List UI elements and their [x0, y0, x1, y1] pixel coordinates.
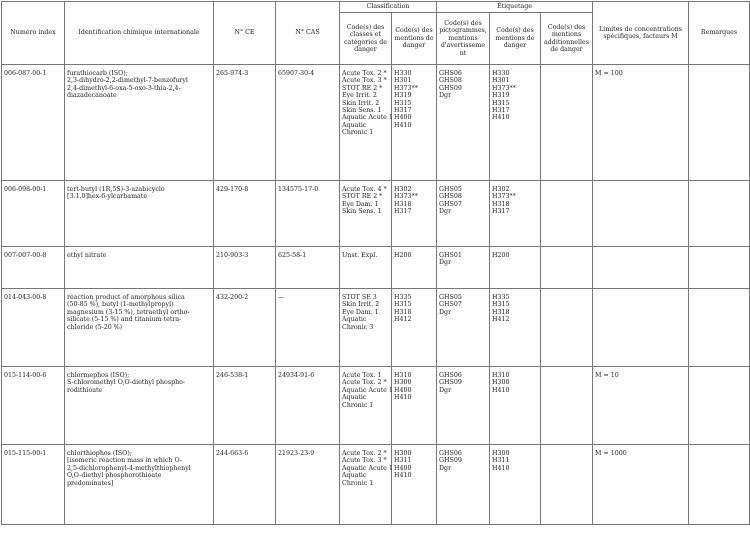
- class-codes-line: Skin Irrit. 2: [342, 301, 380, 309]
- chemical-identification-line: reaction product of amorphous silica: [67, 294, 185, 301]
- chemical-identification-line: 2,4-dimethyl-6-oxa-5-oxo-3-thia-2,4-: [67, 84, 181, 92]
- notes-cell: [689, 367, 750, 445]
- cas-number-cell: [276, 247, 340, 289]
- label-hazard-statements-cell: [490, 181, 541, 247]
- chemical-identification-line: [3.1.0]hex-6-ylcarbamate: [67, 193, 148, 201]
- concentration-limits-cell: [593, 445, 689, 525]
- class-hazard-statements-line: H335: [394, 294, 412, 301]
- class-codes-line: Aquatic: [342, 316, 367, 324]
- cas-number: —: [278, 294, 285, 301]
- pictogram-codes-line: Dgr: [439, 386, 452, 394]
- class-codes-line: Eye Dam. 1: [342, 308, 379, 316]
- label-hazard-statements-line: H330: [492, 70, 510, 77]
- concentration-limits: M = 1000: [595, 450, 627, 457]
- pictogram-codes-line: Dgr: [439, 464, 452, 472]
- class-hazard-statements-line: H373**: [394, 84, 418, 92]
- chemical-identification-line: predominates]: [67, 479, 114, 487]
- index-number: 015-115-00-1: [4, 450, 47, 457]
- label-hazard-statements-line: H200: [492, 252, 510, 259]
- chemical-identification-cell: [65, 367, 214, 445]
- pictogram-codes-cell: [437, 247, 490, 289]
- concentration-limits-cell: [593, 181, 689, 247]
- class-codes-line: Skin Irrit. 2: [342, 99, 380, 107]
- class-hazard-statements-line: H200: [394, 252, 412, 259]
- class-hazard-statements-line: H300: [394, 379, 412, 387]
- table-row: [2, 65, 750, 181]
- chemical-identification-line: magnesium (3-15 %), tetraethyl ortho-: [67, 308, 190, 316]
- class-codes-line: STOT RE 2 *: [342, 84, 383, 92]
- cas-number: 65907-30-4: [278, 70, 315, 77]
- supplementary-statements-cell: [541, 65, 593, 181]
- pictogram-codes-line: GHS08: [439, 193, 462, 201]
- pictogram-codes-cell: [437, 65, 490, 181]
- supplementary-statements-cell: [541, 445, 593, 525]
- cas-number: 21923-23-9: [278, 450, 315, 457]
- class-codes-cell: [340, 247, 392, 289]
- label-hazard-statements-line: H412: [492, 316, 510, 324]
- label-hazard-statements-line: H317: [492, 208, 510, 216]
- index-number: 014-043-00-8: [4, 294, 47, 301]
- hazard-classification-table: [1, 1, 750, 525]
- table-row: [2, 289, 750, 367]
- concentration-limits-cell: [593, 367, 689, 445]
- class-codes-line: Chronic 1: [342, 129, 374, 137]
- class-codes-line: STOT SE 3: [342, 294, 377, 301]
- class-hazard-statements-line: H302: [394, 186, 412, 193]
- ec-number-cell: [214, 367, 276, 445]
- index-number: 015-114-00-6: [4, 372, 47, 379]
- class-codes-line: Acute Tox. 2 *: [342, 450, 387, 457]
- concentration-limits-cell: [593, 65, 689, 181]
- label-hazard-statements-cell: [490, 289, 541, 367]
- pictogram-codes-line: GHS08: [439, 77, 462, 85]
- supplementary-statements-cell: [541, 247, 593, 289]
- class-codes-line: Aquatic Acute 1: [342, 114, 393, 122]
- class-codes-line: Skin Sens. 1: [342, 208, 382, 216]
- class-hazard-statements-line: H301: [394, 77, 412, 85]
- cas-number-cell: [276, 445, 340, 525]
- label-hazard-statements-line: H373**: [492, 84, 516, 92]
- class-hazard-statements-line: H311: [394, 457, 412, 465]
- class-hazard-statements-line: H400: [394, 114, 412, 122]
- class-hazard-statements-line: H318: [394, 200, 412, 208]
- index-number: 007-007-00-8: [4, 252, 47, 259]
- class-hazard-statements-line: H319: [394, 92, 412, 100]
- chemical-identification-line: chloride (5-20 %): [67, 323, 123, 331]
- class-hazard-statements-line: H410: [394, 121, 412, 129]
- class-codes-line: Aquatic: [342, 472, 367, 480]
- label-hazard-statements-line: H311: [492, 457, 510, 465]
- chemical-identification-line: O,O-diethyl phosphorothioate: [67, 472, 162, 480]
- header-labelling: Étiquetage: [437, 2, 593, 13]
- pictogram-codes-line: Dgr: [439, 208, 452, 216]
- pictogram-codes-cell: [437, 367, 490, 445]
- pictogram-codes-line: GHS06: [439, 372, 462, 379]
- ec-number: 210-903-3: [216, 252, 249, 259]
- class-hazard-statements-line: H400: [394, 386, 412, 394]
- chemical-identification-line: silicate (5-15 %) and titanium tetra-: [67, 316, 182, 324]
- header-cas-number: N° CAS: [276, 2, 340, 65]
- class-codes-line: Skin Sens. 1: [342, 107, 382, 115]
- class-hazard-statements-line: H330: [394, 70, 412, 77]
- class-codes-cell: [340, 65, 392, 181]
- table-row: [2, 367, 750, 445]
- class-codes-line: Acute Tox. 2 *: [342, 379, 387, 387]
- label-hazard-statements-line: H301: [492, 77, 510, 85]
- pictogram-codes-line: GHS01: [439, 252, 462, 259]
- chemical-identification-line: (50-85 %), butyl (1-methylpropyl): [67, 301, 174, 309]
- index-number: 006-098-00-1: [4, 186, 47, 193]
- class-hazard-statements-line: H317: [394, 208, 412, 216]
- pictogram-codes-line: GHS06: [439, 70, 462, 77]
- label-hazard-statements-line: H315: [492, 301, 510, 309]
- class-hazard-statements-line: H318: [394, 308, 412, 316]
- class-hazard-statements-line: H400: [394, 464, 412, 472]
- class-codes-cell: [340, 367, 392, 445]
- chemical-identification-cell: [65, 65, 214, 181]
- chemical-identification-line: chlormephos (ISO);: [67, 372, 130, 379]
- chemical-identification-line: diazadecanoate: [67, 92, 117, 100]
- ec-number-cell: [214, 65, 276, 181]
- cas-number-cell: [276, 181, 340, 247]
- class-codes-line: Acute Tox. 3 *: [342, 457, 387, 465]
- header-ec-number: N° CE: [214, 2, 276, 65]
- class-hazard-statements-line: H315: [394, 301, 412, 309]
- cas-number: 625-58-1: [278, 252, 307, 259]
- header-class-codes: Code(s) des classes et catégories de danger: [340, 13, 392, 65]
- ec-number-cell: [214, 247, 276, 289]
- class-hazard-statements-line: H317: [394, 107, 412, 115]
- notes-cell: [689, 181, 750, 247]
- class-codes-line: Chronic 1: [342, 401, 374, 409]
- class-codes-line: Acute Tox. 2 *: [342, 70, 387, 77]
- class-codes-line: Acute Tox. 4 *: [342, 186, 387, 193]
- pictogram-codes-line: Dgr: [439, 259, 452, 267]
- header-chemical-identification: Identification chimique internationale: [65, 2, 214, 65]
- label-hazard-statements-line: H317: [492, 107, 510, 115]
- class-codes-cell: [340, 181, 392, 247]
- concentration-limits-cell: [593, 289, 689, 367]
- pictogram-codes-line: GHS07: [439, 301, 462, 309]
- index-number: 006-087-00-1: [4, 70, 47, 77]
- pictogram-codes-line: GHS05: [439, 186, 462, 193]
- label-hazard-statements-line: H373**: [492, 193, 516, 201]
- notes-cell: [689, 289, 750, 367]
- class-codes-line: Eye Dam. 1: [342, 200, 379, 208]
- index-number-cell: [2, 181, 65, 247]
- pictogram-codes-line: Dgr: [439, 308, 452, 316]
- class-codes-cell: [340, 445, 392, 525]
- notes-cell: [689, 247, 750, 289]
- concentration-limits-cell: [593, 247, 689, 289]
- label-hazard-statements-line: H335: [492, 294, 510, 301]
- chemical-identification-line: [isomeric reaction mass in which O-: [67, 457, 182, 465]
- class-codes-line: Acute Tox. 1: [342, 372, 382, 379]
- label-hazard-statements-line: H410: [492, 114, 510, 122]
- class-codes-line: Aquatic: [342, 121, 367, 129]
- table-row: [2, 445, 750, 525]
- class-hazard-statements-line: H373**: [394, 193, 418, 201]
- ec-number: 429-170-8: [216, 186, 249, 193]
- ec-number: 265-974-3: [216, 70, 249, 77]
- ec-number-cell: [214, 445, 276, 525]
- chemical-identification-line: 2,3-dihydro-2,2-dimethyl-7-benzofuryl: [67, 77, 188, 85]
- class-codes-line: STOT RE 2 *: [342, 193, 383, 201]
- chemical-identification-line: tert-butyl (1R,5S)-3-azabicyclo: [67, 186, 165, 193]
- header-index: Numéro index: [2, 2, 65, 65]
- header-label-hazard-statements: Code(s) des mentions de danger: [490, 13, 541, 65]
- chemical-identification-cell: [65, 181, 214, 247]
- ec-number-cell: [214, 289, 276, 367]
- label-hazard-statements-line: H410: [492, 386, 510, 394]
- cas-number: 134575-17-0: [278, 186, 319, 193]
- header-notes: Remarques: [689, 2, 750, 65]
- label-hazard-statements-line: H310: [492, 372, 510, 379]
- ec-number: 246-538-1: [216, 372, 249, 379]
- class-codes-line: Aquatic Acute 1: [342, 386, 393, 394]
- label-hazard-statements-cell: [490, 445, 541, 525]
- label-hazard-statements-cell: [490, 247, 541, 289]
- chemical-identification-cell: [65, 289, 214, 367]
- chemical-identification-line: rodithioate: [67, 386, 103, 394]
- table-row: [2, 181, 750, 247]
- ec-number: 432-200-2: [216, 294, 249, 301]
- cas-number-cell: [276, 65, 340, 181]
- header-supplementary-statements: Code(s) des mentions additionnelles de danger: [541, 13, 593, 65]
- label-hazard-statements-line: H315: [492, 99, 510, 107]
- class-hazard-statements-line: H310: [394, 372, 412, 379]
- notes-cell: [689, 65, 750, 181]
- class-hazard-statements-line: H410: [394, 472, 412, 480]
- label-hazard-statements-line: H300: [492, 379, 510, 387]
- concentration-limits: M = 100: [595, 70, 623, 77]
- chemical-identification-line: 2,5-dichlorophenyl-4-methylthiophenyl: [67, 464, 191, 472]
- pictogram-codes-line: GHS09: [439, 84, 462, 92]
- index-number-cell: [2, 289, 65, 367]
- class-hazard-statements-line: H412: [394, 316, 412, 324]
- label-hazard-statements-line: H319: [492, 92, 510, 100]
- header-classification: Classification: [340, 2, 437, 13]
- chemical-identification-cell: [65, 445, 214, 525]
- ec-number: 244-663-6: [216, 450, 249, 457]
- class-hazard-statements-line: H300: [394, 450, 412, 457]
- label-hazard-statements-cell: [490, 367, 541, 445]
- pictogram-codes-line: GHS07: [439, 200, 462, 208]
- label-hazard-statements-line: H318: [492, 308, 510, 316]
- cas-number: 24934-91-6: [278, 372, 315, 379]
- class-codes-line: Acute Tox. 3 *: [342, 77, 387, 85]
- class-hazard-statements-cell: [392, 181, 437, 247]
- class-hazard-statements-cell: [392, 367, 437, 445]
- class-hazard-statements-cell: [392, 445, 437, 525]
- chemical-identification-cell: [65, 247, 214, 289]
- pictogram-codes-cell: [437, 181, 490, 247]
- pictogram-codes-line: Dgr: [439, 92, 452, 100]
- index-number-cell: [2, 367, 65, 445]
- pictogram-codes-cell: [437, 289, 490, 367]
- class-hazard-statements-cell: [392, 247, 437, 289]
- supplementary-statements-cell: [541, 289, 593, 367]
- pictogram-codes-line: GHS09: [439, 457, 462, 465]
- label-hazard-statements-line: H302: [492, 186, 510, 193]
- concentration-limits: M = 10: [595, 372, 619, 379]
- pictogram-codes-line: GHS05: [439, 294, 462, 301]
- ec-number-cell: [214, 181, 276, 247]
- index-number-cell: [2, 445, 65, 525]
- header-concentration-limits: Limites de concentrations spécifiques, facteurs M: [593, 2, 689, 65]
- header-class-hazard-statements: Code(s) des mentions de danger: [392, 13, 437, 65]
- label-hazard-statements-line: H410: [492, 464, 510, 472]
- supplementary-statements-cell: [541, 367, 593, 445]
- label-hazard-statements-line: H300: [492, 450, 510, 457]
- class-codes-line: Unst. Expl.: [342, 252, 378, 259]
- label-hazard-statements-line: H318: [492, 200, 510, 208]
- supplementary-statements-cell: [541, 181, 593, 247]
- class-codes-line: Chronic 3: [342, 323, 374, 331]
- class-codes-line: Eye Irrit. 2: [342, 92, 377, 100]
- chemical-identification-line: chlorthiophos (ISO);: [67, 450, 132, 457]
- table-row: [2, 247, 750, 289]
- index-number-cell: [2, 65, 65, 181]
- cas-number-cell: [276, 289, 340, 367]
- pictogram-codes-line: GHS09: [439, 379, 462, 387]
- cas-number-cell: [276, 367, 340, 445]
- class-codes-line: Aquatic: [342, 394, 367, 402]
- header-pictogram-codes: Code(s) des pictogrammes, mentions d'avertissement: [437, 13, 490, 65]
- class-codes-line: Aquatic Acute 1: [342, 464, 393, 472]
- notes-cell: [689, 445, 750, 525]
- class-codes-line: Chronic 1: [342, 479, 374, 487]
- chemical-identification-line: ethyl nitrate: [67, 252, 107, 259]
- class-hazard-statements-cell: [392, 65, 437, 181]
- class-hazard-statements-line: H315: [394, 99, 412, 107]
- index-number-cell: [2, 247, 65, 289]
- label-hazard-statements-cell: [490, 65, 541, 181]
- class-codes-cell: [340, 289, 392, 367]
- pictogram-codes-cell: [437, 445, 490, 525]
- class-hazard-statements-cell: [392, 289, 437, 367]
- chemical-identification-line: S-chloromethyl O,O-diethyl phospho-: [67, 379, 186, 387]
- pictogram-codes-line: GHS06: [439, 450, 462, 457]
- chemical-identification-line: furathiocarb (ISO);: [67, 70, 128, 77]
- class-hazard-statements-line: H410: [394, 394, 412, 402]
